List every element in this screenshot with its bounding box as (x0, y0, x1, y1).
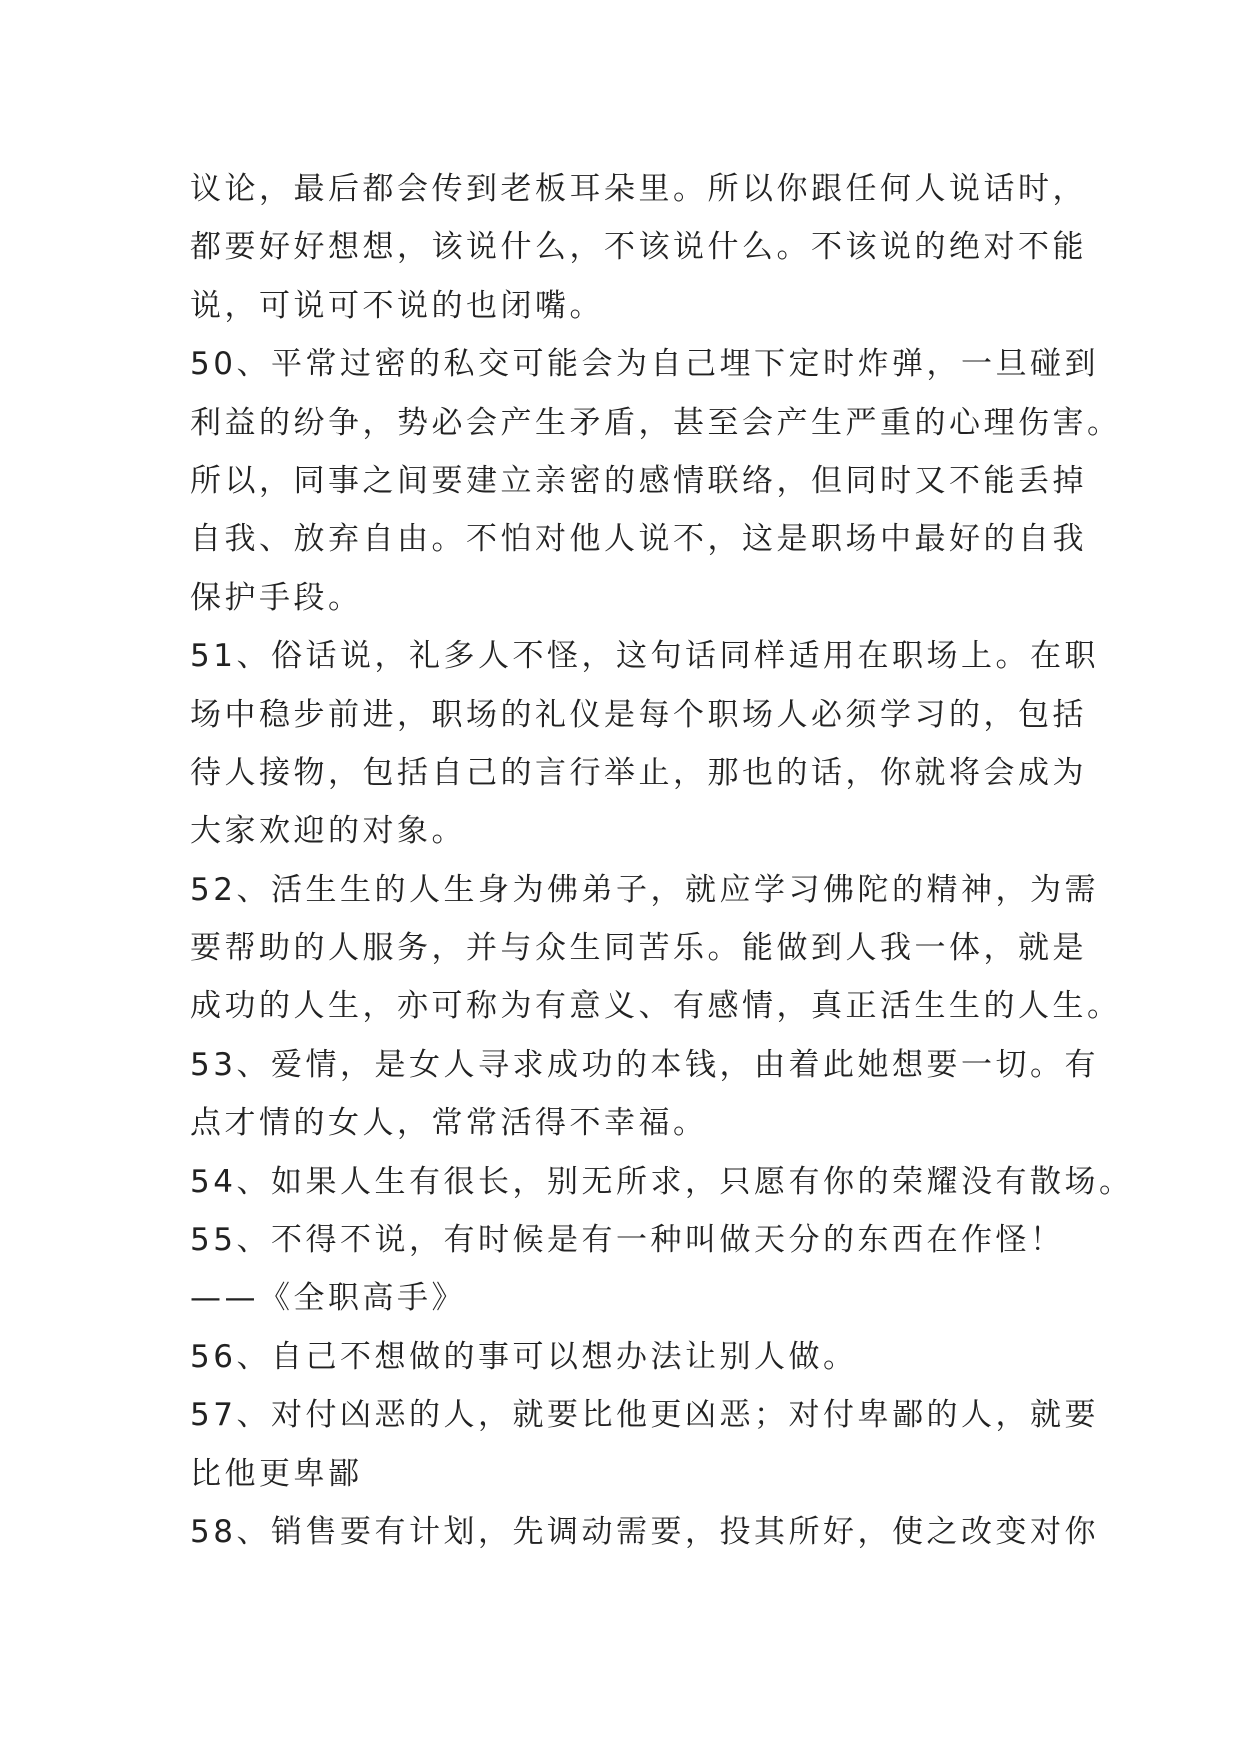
text-line: 50、平常过密的私交可能会为自己埋下定时炸弹，一旦碰到 (190, 346, 1099, 383)
text-line: 所以，同事之间要建立亲密的感情联络，但同时又不能丢掉 (190, 462, 1087, 499)
text-line: 56、自己不想做的事可以想办法让别人做。 (190, 1338, 858, 1375)
text-line: 点才情的女人，常常活得不幸福。 (190, 1105, 708, 1142)
text-line: 成功的人生，亦可称为有意义、有感情，真正活生生的人生。 (190, 988, 1122, 1025)
text-line: 都要好好想想，该说什么，不该说什么。不该说的绝对不能 (190, 229, 1087, 266)
document-body (190, 160, 1134, 1561)
text-line: 待人接物，包括自己的言行举止，那也的话，你就将会成为 (190, 754, 1087, 791)
text-line: 53、爱情，是女人寻求成功的本钱，由着此她想要一切。有 (190, 1046, 1099, 1083)
text-line: 51、俗话说，礼多人不怪，这句话同样适用在职场上。在职 (190, 638, 1099, 675)
text-line: 大家欢迎的对象。 (190, 813, 466, 850)
text-line: 54、如果人生有很长，别无所求，只愿有你的荣耀没有散场。 (190, 1163, 1134, 1200)
text-line: 57、对付凶恶的人，就要比他更凶恶；对付卑鄙的人，就要 (190, 1397, 1099, 1434)
text-line: 利益的纷争，势必会产生矛盾，甚至会产生严重的心理伤害。 (190, 404, 1122, 441)
text-line: 58、销售要有计划，先调动需要，投其所好，使之改变对你 (190, 1513, 1099, 1550)
text-line: 要帮助的人服务，并与众生同苦乐。能做到人我一体，就是 (190, 930, 1087, 967)
text-line: 52、活生生的人生身为佛弟子，就应学习佛陀的精神，为需 (190, 871, 1099, 908)
text-line: ——《全职高手》 (190, 1280, 466, 1317)
text-line: 场中稳步前进，职场的礼仪是每个职场人必须学习的，包括 (190, 696, 1087, 733)
text-line: 说，可说可不说的也闭嘴。 (190, 287, 604, 324)
text-line: 保护手段。 (190, 579, 363, 616)
text-line: 55、不得不说，有时候是有一种叫做天分的东西在作怪！ (190, 1222, 1065, 1259)
text-line: 比他更卑鄙 (190, 1455, 363, 1492)
text-line: 议论，最后都会传到老板耳朵里。所以你跟任何人说话时， (190, 171, 1087, 207)
text-line: 自我、放弃自由。不怕对他人说不，这是职场中最好的自我 (190, 521, 1087, 558)
